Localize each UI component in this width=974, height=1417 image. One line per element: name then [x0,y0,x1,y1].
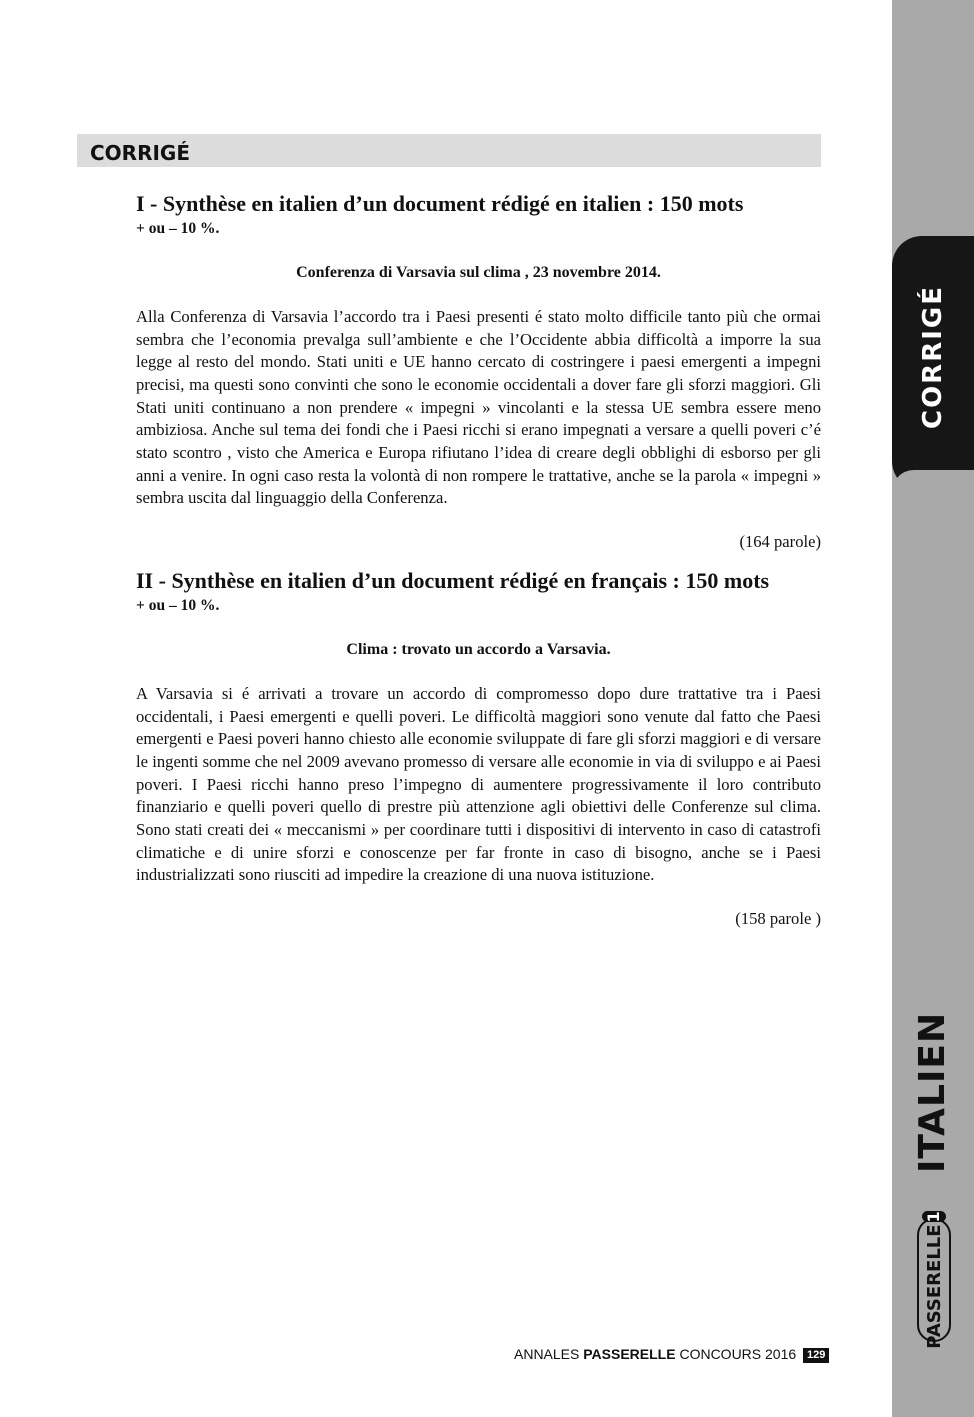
main-content [136,190,821,930]
section1-heading: I - Synthèse en italien d’un document rédigé en italien : 150 mots [136,191,744,216]
section2-paragraph: A Varsavia si é arrivati a trovare un accordo di compromesso dopo dure trattative tra i Paesi occidentali, i Paesi emergenti e quelli poveri. Le difficoltà maggiori sono venute dal fatto che Paesi emergenti e Paesi poveri hanno chiesto alle economie sviluppate di fare gli sforzi maggiori e di versare le ingenti somme che nel 2009 avevano promesso di versare alle economie in via di sviluppo e ai Paesi poveri. I Paesi ricchi hanno preso l’impegno di aumentere progressivamente il loro contributo finanziario e quelli poveri quello di prestre più attenzione agli obiettivi delle Conferenze sul clima. Sono stati creati dei « meccanismi » per coordinare tutti i dispositivi di intervento in caso di catastrofi climatiche e di unire sforzi e conoscenze per far fronte in caso di bisogno, anche se i Paesi industrializzati sono riusciti ad impedire la creazione di una nuova istituzione. [136,683,821,885]
side-subject-label: ITALIEN [912,1011,953,1173]
logo-text: PASSERELLE [923,1224,945,1349]
section2-heading: II - Synthèse en italien d’un document rédigé en français : 150 mots [136,567,770,593]
page-footer [514,1346,829,1363]
page-number: 129 [803,1348,829,1363]
section1-word-count: (164 parole) [739,531,821,551]
passerelle-logo [917,1211,951,1349]
side-strip [892,0,974,1417]
footer-prefix: ANNALES [514,1346,584,1362]
section2-tolerance: + ou – 10 %. [136,596,220,614]
section2-word-count: (158 parole ) [735,908,821,928]
band-title: CORRIGÉ [90,141,190,165]
section2-document-title: Clima : trovato un accordo a Varsavia. [346,640,611,658]
section1-tolerance: + ou – 10 %. [136,220,220,237]
footer-suffix: CONCOURS 2016 [675,1346,797,1362]
section1-paragraph: Alla Conferenza di Varsavia l’accordo tra i Paesi presenti é stato molto difficile tanto più che ormai sembra che l’economia prevalga sull’ambiente e che l’Occidente abbia difficoltà a imporre la sua legge al resto del mondo. Stati uniti e UE hanno cercato di costringere i paesi emergenti a impegni precisi, ma questi sono convinti che sono le economie occidentali a dover fare gli sforzi maggiori. Gli Stati uniti continuano a non prendere « impegni » vincolanti e la stessa UE sembra essere meno ambiziosa. Anche sul tema dei fondi che i Paesi ricchi si erano impegnati a versare a quelli poveri c’é stato scontro , visto che America e Europa rifiutano l’idea di creare degli obblighi di esborso per gli anni a venire. In ogni caso resta la volontà di non rompere le trattative, anche se la parola « impegni » sembra uscita dal linguaggio della Conferenza. [136,307,821,508]
footer-brand: PASSERELLE [583,1346,676,1362]
section1-document-title: Conferenza di Varsavia sul clima , 23 novembre 2014. [296,264,661,281]
logo-number: 1 [922,1211,946,1222]
side-tab-label: CORRIGÉ [918,285,948,429]
